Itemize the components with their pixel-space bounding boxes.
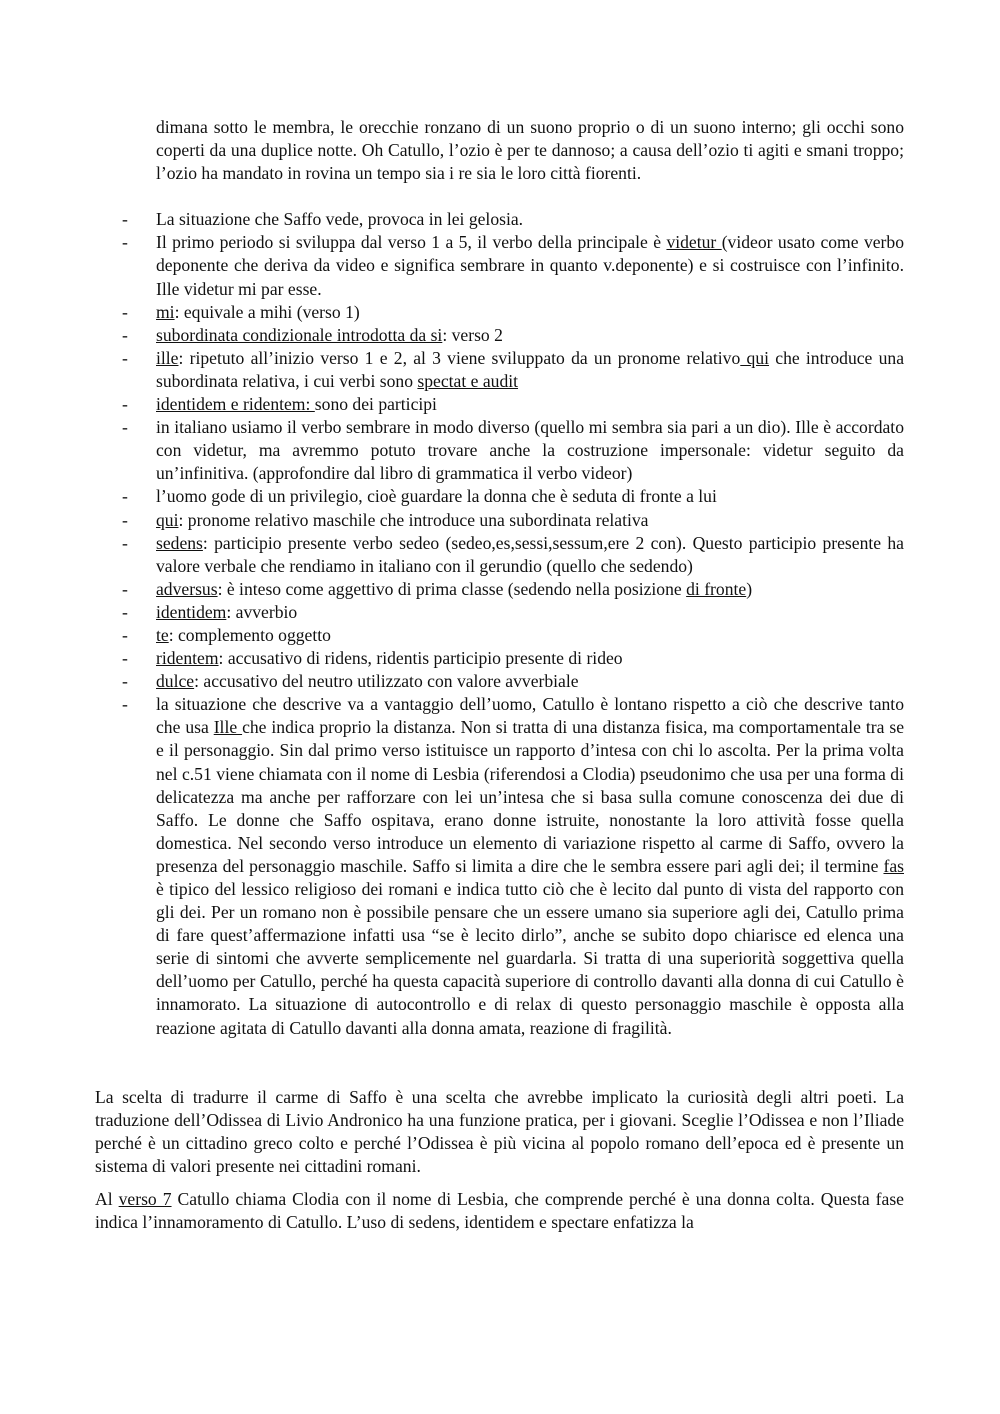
list-dash: - [122, 417, 128, 438]
underlined-term: spectat e audit [417, 370, 519, 391]
list-dash: - [122, 394, 128, 415]
underlined-term: dulce [156, 671, 195, 692]
list-dash: - [122, 671, 128, 692]
underlined-term: ridentem [156, 648, 219, 669]
underlined-term: fas [883, 855, 904, 876]
underlined-term: adversus [156, 578, 218, 599]
underlined-term: identidem [156, 601, 227, 622]
underlined-term: qui [740, 347, 770, 368]
list-item: - identidem: avverbio [156, 601, 904, 624]
notes-list [122, 208, 905, 1039]
list-item: - te: complemento oggetto [156, 624, 904, 647]
underlined-term: ille [156, 347, 179, 368]
list-dash: - [122, 648, 128, 669]
underlined-term: Ille [213, 717, 243, 738]
list-item: - subordinata condizionale introdotta da si: verso 2 [156, 324, 904, 347]
list-item: - qui: pronome relativo maschile che introduce una subordinata relativa [156, 509, 904, 532]
intro-paragraph: dimana sotto le membra, le orecchie ronzano di un suono proprio o di un suono interno; gli occhi sono coperti da una duplice notte. Oh Catullo, l’ozio è per te dannoso; a causa dell’ozio ti agiti e smani troppo; l’ozio ha mandato in rovina un tempo sia i re sia le loro città fiorenti. [156, 117, 904, 184]
indented-section [122, 116, 905, 1040]
list-dash: - [122, 232, 128, 253]
underlined-term: mi [156, 301, 175, 322]
body-section [95, 1086, 904, 1235]
body-paragraph: La scelta di tradurre il carme di Saffo è una scelta che avrebbe implicato la curiosità degli altri poeti. La traduzione dell’Odissea di Livio Andronico ha una funzione pratica, per i giovani. Sceglie l’Odissea e non l’Iliade perché è un cittadino greco colto e perché l’Odissea è più vicina al popolo romano dell’epoca ed è presente un sistema di valori presente nei cittadini romani. [95, 1086, 904, 1176]
underlined-term: di fronte [686, 578, 747, 599]
body-paragraph: Al verso 7 Catullo chiama Clodia con il nome di Lesbia, che comprende perché è una donna colta. Questa fase indica l’innamoramento di Catullo. L’uso di sedens, identidem e spectare enfatizza la [95, 1189, 904, 1233]
list-dash: - [122, 532, 128, 553]
list-item: - adversus: è inteso come aggettivo di prima classe (sedendo nella posizione di fronte) [156, 578, 904, 601]
underlined-term: qui [156, 509, 179, 530]
list-dash: - [122, 486, 128, 507]
list-dash: - [122, 347, 128, 368]
list-item: - l’uomo gode di un privilegio, cioè guardare la donna che è seduta di fronte a lui [156, 485, 904, 508]
list-dash: - [122, 578, 128, 599]
list-item: - sedens: participio presente verbo sedeo (sedeo,es,sessi,sessum,ere 2 con). Questo participio presente ha valore verbale che rendiamo in italiano con il gerundio (quello che sedendo) [122, 532, 904, 576]
list-item: - in italiano usiamo il verbo sembrare in modo diverso (quello mi sembra sia pari a un dio). Ille è accordato con videtur, ma avremmo potuto trovare anche la costruzione impersonale: videtur seguito da un’infinitiva. (approfondire dal libro di grammatica il verbo videor) [122, 417, 904, 484]
underlined-term: subordinata condizionale introdotta da si [156, 324, 443, 345]
list-item: - ille: ripetuto all’inizio verso 1 e 2, al 3 viene sviluppato da un pronome relativo qui che introduce una subordinata relativa, i cui verbi sono spectat e audit [122, 347, 904, 391]
list-item: - dulce: accusativo del neutro utilizzato con valore avverbiale [156, 670, 904, 693]
list-dash: - [122, 694, 128, 715]
list-dash: - [122, 624, 128, 645]
list-dash: - [122, 209, 128, 230]
list-dash: - [122, 301, 128, 322]
list-item: - identidem e ridentem: sono dei participi [156, 393, 904, 416]
list-item: - La situazione che Saffo vede, provoca in lei gelosia. [156, 208, 904, 231]
underlined-term: sedens [156, 532, 203, 553]
underlined-term: te [156, 624, 169, 645]
list-dash: - [122, 601, 128, 622]
underlined-term: identidem e ridentem: [156, 394, 315, 415]
underlined-term: verso 7 [118, 1189, 172, 1210]
list-dash: - [122, 324, 128, 345]
list-item: - la situazione che descrive va a vantaggio dell’uomo, Catullo è lontano rispetto a ciò che descrive tanto che usa Ille che indica proprio la distanza. Non si tratta di una distanza fisica, ma comportamentale tra se e il personaggio. Sin dal primo verso istituisce un rapporto d’intesa con chi lo ascolta. Per la prima volta nel c.51 viene chiamata con il nome di Lesbia (riferendosi a Clodia) pseudonimo che usa per una forma di delicatezza ma anche per rafforzare con lei un’intesa che si basa sulla comune conoscenza dei due di Saffo. Le donne che Saffo ospitava, erano donne istruite, nonostante la loro attività fosse quella domestica. Nel secondo verso introduce un elemento di variazione rispetto al carme di Saffo, ovvero la presenza del personaggio maschile. Saffo si limita a dire che le sembra essere pari agli dei; il termine fas è tipico del lessico religioso dei romani e indica tutto ciò che è lecito dal punto di vista del rapporto con gli dei. Per un romano non è possibile pensare che un essere umano sia superiore agli dei, Catullo prima di fare quest’affermazione infatti usa “se è lecito dirlo”, anche se subito dopo chiarisce ed elenca una serie di sintomi che avverte semplicemente nel guardarla. Si tratta di una superiorità soggettiva quella dell’uomo per Catullo, perché ha questa capacità superiore di controllo davanti alla donna di cui Catullo è innamorato. La situazione di autocontrollo e di relax di questo personaggio maschile è opposta alla reazione agitata di Catullo davanti alla donna amata, reazione di fragilità. [122, 694, 904, 1038]
list-item: - ridentem: accusativo di ridens, ridentis participio presente di rideo [156, 647, 904, 670]
list-item: - Il primo periodo si sviluppa dal verso 1 a 5, il verbo della principale è videtur (videor usato come verbo deponente che deriva da video e significa sembrare in quanto v.deponente) e si costruisce con l’infinito. Ille videtur mi par esse. [122, 232, 905, 299]
list-dash: - [122, 509, 128, 530]
underlined-term: videtur [666, 232, 722, 253]
list-item: - mi: equivale a mihi (verso 1) [156, 301, 904, 324]
